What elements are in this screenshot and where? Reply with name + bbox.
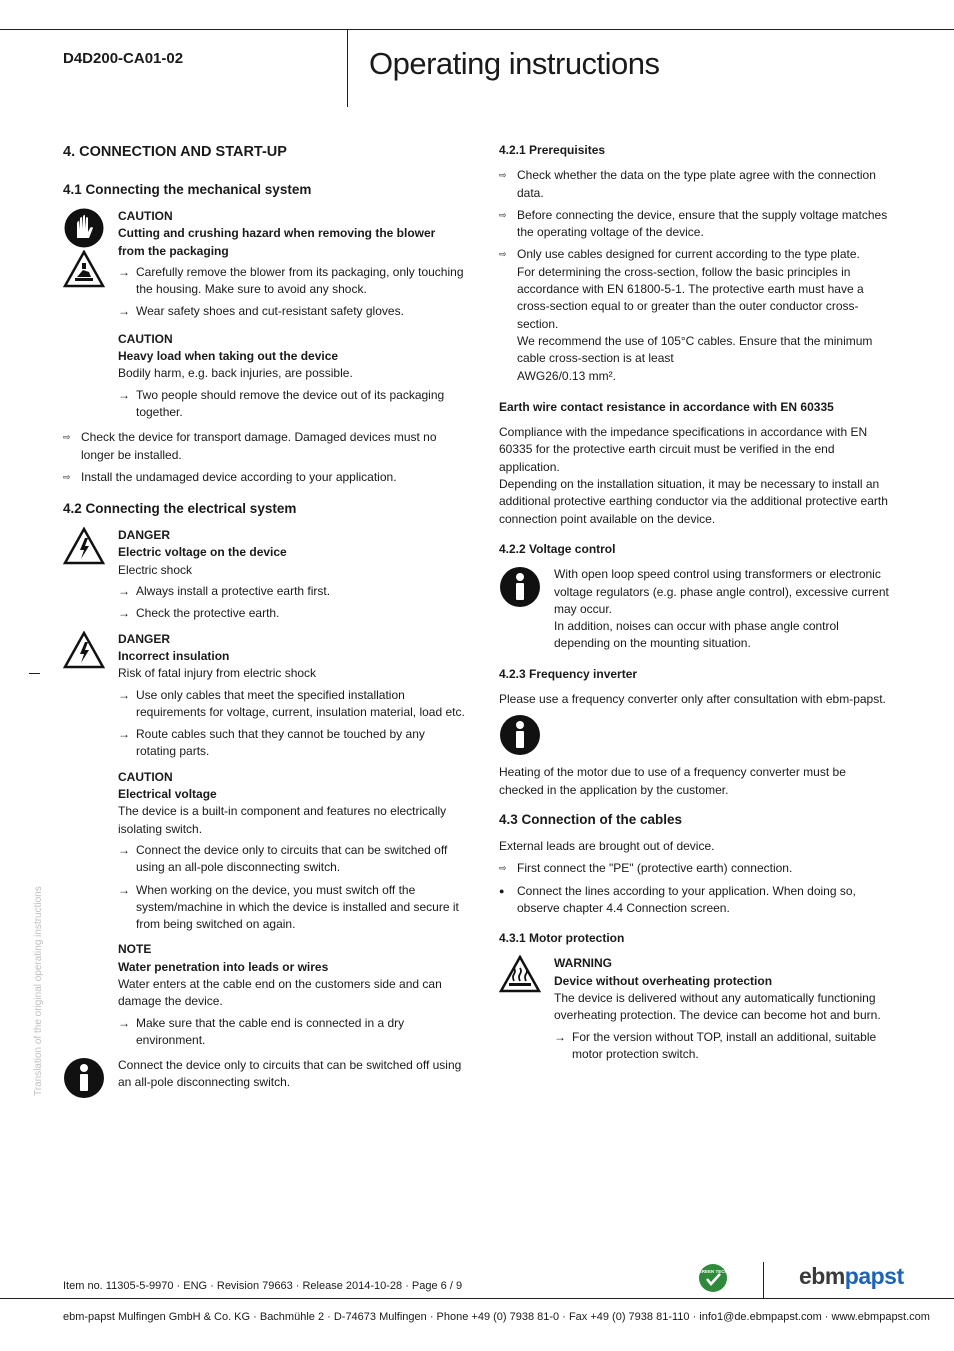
info-text: In addition, noises can occur with phase angle control depending on the mounting situation. [554, 619, 839, 651]
instruction-step: → Wear safety shoes and cut-resistant safety gloves. [118, 304, 404, 319]
caution-subtitle: Heavy load when taking out the device [118, 349, 339, 364]
caution-subtitle: Cutting and crushing hazard when removing the blower from the packaging [118, 226, 436, 258]
warning-subtitle: Device without overheating protection [554, 973, 773, 988]
paragraph: Heating of the motor due to use of a frequency converter must be checked in the application by the customer. [499, 765, 846, 797]
gloves-icon [63, 208, 105, 248]
caution-text: The device is a built-in component and features no electrically isolating switch. [118, 804, 447, 836]
note-block-water [63, 941, 465, 1049]
list-item: ⇨ Check the device for transport damage. Damaged devices must no longer be installed. [63, 430, 437, 462]
right-column [499, 142, 891, 1071]
info-block-switch [63, 1057, 465, 1101]
instruction-step: → Make sure that the cable end is connected in a dry environment. [118, 1015, 405, 1047]
note-text: Water enters at the cable end on the customers side and can damage the device. [118, 976, 442, 1009]
list-item: ● Connect the lines according to your application. When doing so, observe chapter 4.4 Connection screen. [499, 883, 856, 915]
paragraph: External leads are brought out of device. [499, 838, 715, 853]
danger-text: Risk of fatal injury from electric shock [118, 666, 317, 681]
danger-title: DANGER [118, 528, 171, 543]
side-note: Translation of the original operating instructions [33, 886, 44, 1096]
header-divider [347, 29, 348, 107]
electric-danger-icon [63, 631, 105, 669]
section-heading-4: 4. CONNECTION AND START-UP [63, 144, 287, 160]
danger-subtitle: Incorrect insulation [118, 648, 230, 663]
info-block-voltage-control [499, 566, 891, 652]
caution-text: Bodily harm, e.g. back injuries, are possible. [118, 366, 353, 381]
section-heading-4-3: 4.3 Connection of the cables [499, 811, 683, 827]
paragraph: Compliance with the impedance specifications in accordance with EN 60335 for the protective earth circuit must be verified in the end application. [499, 425, 868, 474]
section-heading-4-2: 4.2 Connecting the electrical system [63, 501, 297, 517]
caution-title: CAUTION [118, 769, 173, 784]
info-text: Connect the device only to circuits that can be switched off using an all-pole disconnecting switch. [118, 1058, 462, 1090]
section-heading-4-2-3: 4.2.3 Frequency inverter [499, 666, 638, 681]
danger-subtitle: Electric voltage on the device [118, 545, 287, 560]
logo-divider [763, 1262, 764, 1299]
caution-title: CAUTION [118, 331, 173, 346]
footer-address: ebm-papst Mulfingen GmbH & Co. KG · Bachmühle 2 · D-74673 Mulfingen · Phone +49 (0) 7938 81-0 · Fax +49 (0) 7938 81-110 · info1@de.ebmpapst.com · www.ebmpapst.com [63, 1311, 930, 1323]
paragraph: Please use a frequency converter only after consultation with ebm-papst. [499, 692, 886, 707]
list-item: ⇨ First connect the "PE" (protective earth) connection. [499, 861, 793, 876]
instruction-step: → When working on the device, you must switch off the system/machine in which the device is installed and secure it from being switched on again. [118, 882, 459, 932]
caution-block-packaging [63, 208, 465, 321]
header-top-rule [0, 29, 954, 30]
danger-text: Electric shock [118, 562, 193, 577]
section-heading-4-2-1: 4.2.1 Prerequisites [499, 143, 606, 157]
caution-title: CAUTION [118, 209, 173, 223]
electric-danger-icon [63, 527, 105, 565]
instruction-step: → Route cables such that they cannot be touched by any rotating parts. [118, 727, 425, 759]
section-heading-4-1: 4.1 Connecting the mechanical system [63, 182, 312, 197]
list-item: ⇨ Before connecting the device, ensure that the supply voltage matches the operating voltage of the device. [499, 207, 888, 240]
section-heading-4-2-2: 4.2.2 Voltage control [499, 541, 616, 556]
warning-text: The device is delivered without any automatically functioning overheating protection. The device can become hot and burn. [554, 990, 881, 1023]
info-icon [499, 566, 541, 608]
caution-subtitle: Electrical voltage [118, 787, 217, 802]
footer-rule [0, 1298, 954, 1299]
hot-surface-icon [499, 955, 541, 993]
paragraph: Depending on the installation situation, it may be necessary to install an additional protective earthing conductor via the additional protective earth connection point available on the device. [499, 477, 888, 526]
brand-logo: ebmpapst [799, 1263, 904, 1289]
list-item: ⇨ Install the undamaged device according to your application. [63, 469, 397, 484]
fold-mark [29, 673, 40, 674]
instruction-step: → Always install a protective earth first. [118, 584, 331, 599]
green-tech-badge-icon [698, 1263, 728, 1293]
footer-item-line: Item no. 11305-5-9970 · ENG · Revision 79663 · Release 2014-10-28 · Page 6 / 9 [63, 1280, 463, 1292]
instruction-step: → Use only cables that meet the specified installation requirements for voltage, current, insulation material, load etc. [118, 687, 465, 719]
instruction-step: → Connect the device only to circuits that can be switched off using an all-pole disconnecting switch. [118, 842, 448, 875]
caution-block-electrical [63, 769, 465, 934]
note-title: NOTE [118, 942, 152, 957]
info-icon [499, 714, 541, 756]
info-icon [63, 1057, 105, 1099]
warning-title: WARNING [554, 956, 612, 971]
list-item: ⇨ Only use cables designed for current according to the type plate. For determining the cross-section, follow the basic principles in accordance with EN 61800-5-1. The protective earth must have a cross-section equal to or greater than the outer conductor cross-section. We recommend the use of 105°C cables. Ensure that the minimum cable cross-section is at least AWG26/0.13 mm². [499, 247, 873, 383]
info-text: With open loop speed control using transformers or electronic voltage regulators (e.g. phase angle control), excessive current may occur. [554, 567, 889, 616]
caution-block-heavy-load [63, 331, 465, 421]
earth-resistance-heading: Earth wire contact resistance in accordance with EN 60335 [499, 399, 834, 414]
danger-block-insulation [63, 631, 465, 761]
danger-block-voltage [63, 527, 465, 622]
left-column [63, 142, 465, 1108]
instruction-step: → Check the protective earth. [118, 606, 280, 621]
note-subtitle: Water penetration into leads or wires [118, 959, 329, 974]
danger-title: DANGER [118, 631, 171, 646]
svg-text:GREEN TECH: GREEN TECH [698, 1269, 728, 1274]
warning-block-overheating [499, 955, 891, 1063]
crush-hazard-icon [63, 250, 105, 288]
instruction-step: → For the version without TOP, install an additional, suitable motor protection switch. [554, 1029, 877, 1061]
instruction-step: → Two people should remove the device out of its packaging together. [118, 387, 445, 419]
list-item: ⇨ Check whether the data on the type plate agree with the connection data. [499, 168, 876, 200]
section-heading-4-3-1: 4.3.1 Motor protection [499, 931, 625, 946]
instruction-step: → Carefully remove the blower from its packaging, only touching the housing. Make sure to avoid any shock. [118, 264, 464, 297]
document-id: D4D200-CA01-02 [63, 50, 184, 67]
page-title: Operating instructions [369, 46, 660, 81]
